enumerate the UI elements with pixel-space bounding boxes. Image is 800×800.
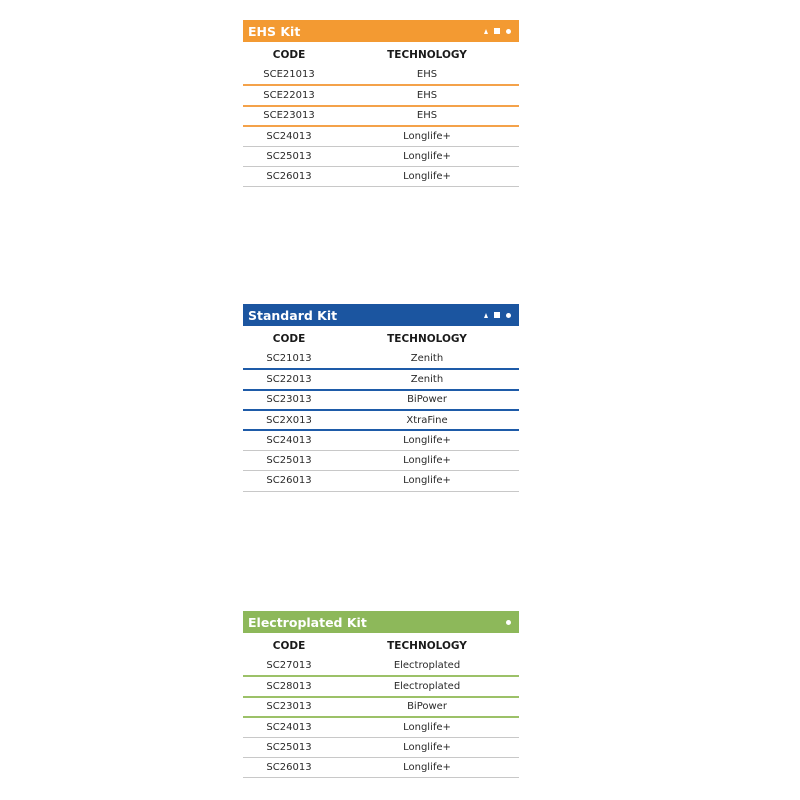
table-row	[243, 146, 519, 166]
technology-cell: EHS	[335, 106, 519, 126]
table-row	[243, 430, 519, 450]
technology-cell: Longlife+	[335, 757, 519, 777]
code-cell: SC23013	[243, 390, 335, 410]
technology-cell: Longlife+	[335, 146, 519, 166]
table-row	[243, 450, 519, 470]
table-row	[243, 697, 519, 717]
table-row	[243, 85, 519, 105]
technology-column-header: TECHNOLOGY	[387, 332, 467, 345]
ehs-kit-icons	[484, 28, 511, 34]
code-cell: SC26013	[243, 471, 335, 491]
electroplated-kit-icons	[506, 620, 511, 625]
code-cell: SC21013	[243, 349, 335, 369]
code-cell: SC25013	[243, 450, 335, 470]
technology-cell: BiPower	[335, 697, 519, 717]
technology-cell: EHS	[335, 85, 519, 105]
dot-icon	[506, 313, 511, 318]
code-cell: SC2X013	[243, 410, 335, 430]
technology-cell: Longlife+	[335, 430, 519, 450]
technology-column-header: TECHNOLOGY	[387, 639, 467, 652]
technology-cell: Longlife+	[335, 126, 519, 146]
ehs-kit-grid	[243, 42, 519, 187]
table-row	[243, 410, 519, 430]
table-row	[243, 471, 519, 491]
code-column-header: CODE	[272, 48, 306, 61]
technology-cell: Zenith	[335, 369, 519, 389]
ehs-kit-title: EHS Kit	[248, 23, 301, 39]
code-cell: SC23013	[243, 697, 335, 717]
code-cell: SC25013	[243, 146, 335, 166]
technology-column-header: TECHNOLOGY	[387, 48, 467, 61]
code-cell: SC24013	[243, 126, 335, 146]
technology-cell: XtraFine	[335, 410, 519, 430]
code-column-header: CODE	[272, 332, 306, 345]
table-row	[243, 656, 519, 676]
electroplated-kit-table	[243, 611, 519, 778]
code-cell: SCE23013	[243, 106, 335, 126]
square-icon	[494, 28, 500, 34]
table-row	[243, 369, 519, 389]
triangle-icon	[484, 29, 488, 34]
code-cell: SC25013	[243, 737, 335, 757]
code-cell: SC22013	[243, 369, 335, 389]
technology-cell: Longlife+	[335, 166, 519, 186]
table-header-row	[243, 633, 519, 656]
table-row	[243, 757, 519, 777]
electroplated-kit-grid	[243, 633, 519, 778]
table-header-row	[243, 42, 519, 65]
technology-cell: BiPower	[335, 390, 519, 410]
code-cell: SC24013	[243, 717, 335, 737]
table-row	[243, 106, 519, 126]
standard-kit-title: Standard Kit	[248, 307, 338, 323]
ehs-kit-header	[243, 20, 519, 42]
table-row	[243, 166, 519, 186]
table-row	[243, 737, 519, 757]
technology-cell: Electroplated	[335, 656, 519, 676]
code-cell: SC27013	[243, 656, 335, 676]
technology-cell: Longlife+	[335, 471, 519, 491]
ehs-kit-table	[243, 20, 519, 187]
code-cell: SC26013	[243, 757, 335, 777]
table-header-row	[243, 326, 519, 349]
technology-cell: Electroplated	[335, 676, 519, 696]
electroplated-kit-header	[243, 611, 519, 633]
technology-cell: Zenith	[335, 349, 519, 369]
standard-kit-header	[243, 304, 519, 326]
code-column-header: CODE	[272, 639, 306, 652]
standard-kit-icons	[484, 312, 511, 318]
technology-cell: Longlife+	[335, 737, 519, 757]
dot-icon	[506, 620, 511, 625]
triangle-icon	[484, 313, 488, 318]
code-cell: SCE21013	[243, 65, 335, 85]
table-row	[243, 65, 519, 85]
standard-kit-table	[243, 304, 519, 492]
code-cell: SC28013	[243, 676, 335, 696]
table-row	[243, 676, 519, 696]
code-cell: SCE22013	[243, 85, 335, 105]
technology-cell: Longlife+	[335, 450, 519, 470]
code-cell: SC24013	[243, 430, 335, 450]
standard-kit-grid	[243, 326, 519, 492]
technology-cell: EHS	[335, 65, 519, 85]
table-row	[243, 717, 519, 737]
table-row	[243, 126, 519, 146]
table-row	[243, 390, 519, 410]
electroplated-kit-title: Electroplated Kit	[248, 614, 367, 630]
code-cell: SC26013	[243, 166, 335, 186]
technology-cell: Longlife+	[335, 717, 519, 737]
table-row	[243, 349, 519, 369]
dot-icon	[506, 29, 511, 34]
square-icon	[494, 312, 500, 318]
